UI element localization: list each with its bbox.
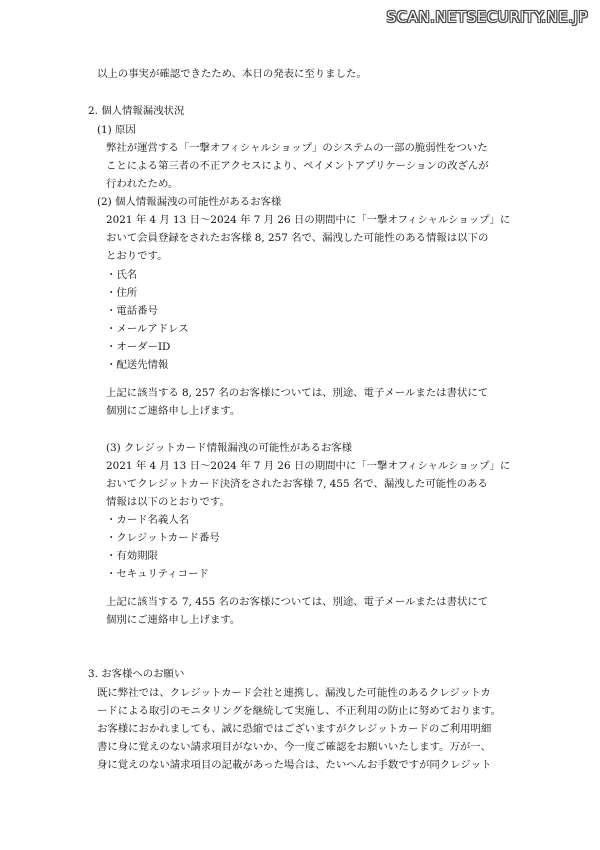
personal-item: ・電話番号: [106, 305, 158, 317]
intro-text: 以上の事実が確認できたため、本日の発表に至りました。: [97, 68, 367, 80]
section-2-heading: 2. 個人情報漏洩状況: [88, 105, 185, 117]
cause-label: (1) 原因: [97, 124, 136, 136]
card-item: ・有効期限: [106, 550, 158, 562]
card-note: 個別にご連絡申し上げます。: [106, 614, 241, 626]
personal-item: ・住所: [106, 287, 138, 299]
cause-line: 弊社が運営する「一撃オフィシャルショップ」のシステムの一部の脆弱性をついた: [106, 142, 488, 154]
card-line: おいてクレジットカード決済をされたお客様 7, 455 名で、漏洩した可能性のある: [106, 478, 488, 490]
personal-note: 個別にご連絡申し上げます。: [106, 405, 241, 417]
section-3-line: 身に覚えのない請求項目の記載があった場合は、たいへんお手数ですが同クレジット: [97, 759, 492, 771]
personal-line: おいて会員登録をされたお客様 8, 257 名で、漏洩した可能性のある情報は以下の: [106, 232, 489, 244]
card-note: 上記に該当する 7, 455 名のお客様については、別途、電子メールまたは書状にて: [106, 596, 489, 608]
personal-line: 2021 年 4 月 13 日～2024 年 7 月 26 日の期間中に「一撃オフィシャルショップ」に: [106, 214, 511, 226]
personal-item: ・メールアドレス: [106, 323, 189, 335]
section-3-line: 既に弊社では、クレジットカード会社と連携し、漏洩した可能性のあるクレジットカ: [97, 687, 491, 699]
watermark: SCAN.NETSECURITY.NE.JP: [386, 8, 588, 26]
card-line: 情報は以下のとおりです。: [106, 496, 230, 508]
personal-label: (2) 個人情報漏洩の可能性があるお客様: [97, 196, 282, 208]
card-item: ・クレジットカード番号: [106, 532, 220, 544]
card-label: (3) クレジットカード情報漏洩の可能性があるお客様: [106, 442, 353, 454]
card-item: ・カード名義人名: [106, 514, 190, 526]
cause-line: 行われたため。: [106, 178, 179, 190]
personal-item: ・氏名: [106, 269, 138, 281]
section-3-heading: 3. お客様へのお願い: [88, 668, 185, 680]
section-3-line: 書に身に覚えのない請求項目がないか、今一度ご確認をお願いいたします。万が一、: [97, 741, 492, 753]
personal-item: ・配送先情報: [106, 359, 169, 371]
personal-note: 上記に該当する 8, 257 名のお客様については、別途、電子メールまたは書状にて: [106, 387, 489, 399]
section-3-line: お客様におかれましても、誠に恐縮ではございますがクレジットカードのご利用明細: [97, 723, 492, 735]
cause-line: ことによる第三者の不正アクセスにより、ペイメントアプリケーションの改ざんが: [106, 160, 489, 172]
personal-line: とおりです。: [106, 250, 168, 262]
personal-item: ・オーダーID: [106, 341, 171, 353]
card-line: 2021 年 4 月 13 日～2024 年 7 月 26 日の期間中に「一撃オフィシャルショップ」に: [106, 460, 511, 472]
card-item: ・セキュリティコード: [106, 568, 209, 580]
section-3-line: ードによる取引のモニタリングを継続して実施し、不正利用の防止に努めております。: [97, 705, 502, 717]
